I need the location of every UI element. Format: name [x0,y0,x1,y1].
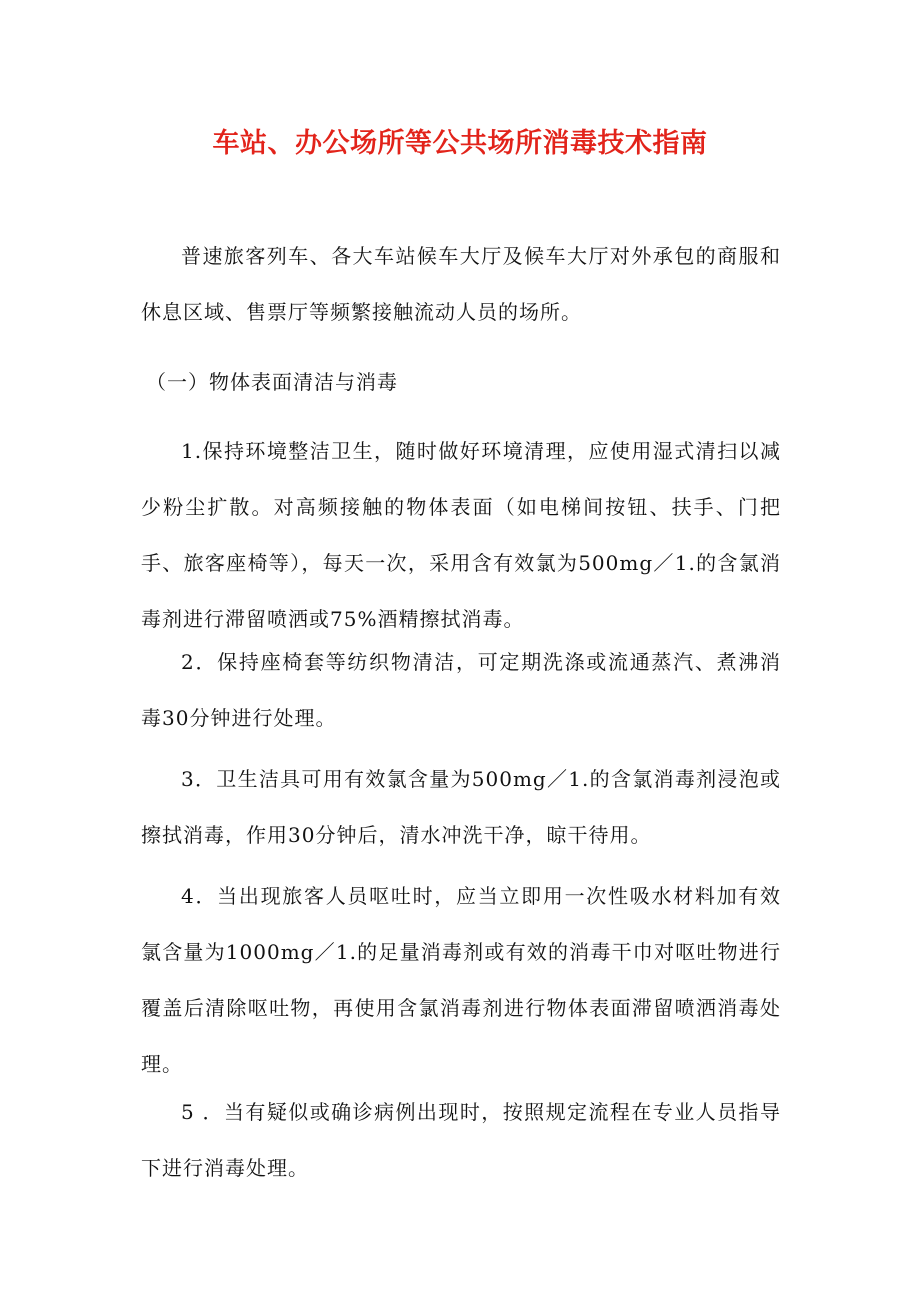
list-item-4: 4．当出现旅客人员呕吐时，应当立即用一次性吸水材料加有效氯含量为1000mg／1.的足量消毒剂或有效的消毒干巾对呕吐物进行覆盖后清除呕吐物，再使用含氯消毒剂进行物体表面滞留喷洒消毒处理。 [141,884,781,1076]
section-heading: （一）物体表面清洁与消毒 [146,370,398,394]
list-item-3: 3．卫生洁具可用有效氯含量为500mg／1.的含氯消毒剂浸泡或擦拭消毒，作用30分钟后，清水冲洗干净，晾干待用。 [141,767,781,847]
document-title: 车站、办公场所等公共场所消毒技术指南 [212,128,708,160]
list-item-5: 5 ．当有疑似或确诊病例出现时，按照规定流程在专业人员指导下进行消毒处理。 [141,1100,781,1180]
list-item-1: 1.保持环境整洁卫生，随时做好环境清理，应使用湿式清扫以减少粉尘扩散。对高频接触的物体表面（如电梯间按钮、扶手、门把手、旅客座椅等），每天一次，采用含有效氯为500mg／1.的含氯消毒剂进行滞留喷洒或75%酒精擦拭消毒。 [141,439,781,631]
list-item-2: 2．保持座椅套等纺织物清洁，可定期洗涤或流通蒸汽、煮沸消毒30分钟进行处理。 [141,650,781,730]
intro-paragraph: 普速旅客列车、各大车站候车大厅及候车大厅对外承包的商服和休息区域、售票厅等频繁接触流动人员的场所。 [141,244,781,324]
